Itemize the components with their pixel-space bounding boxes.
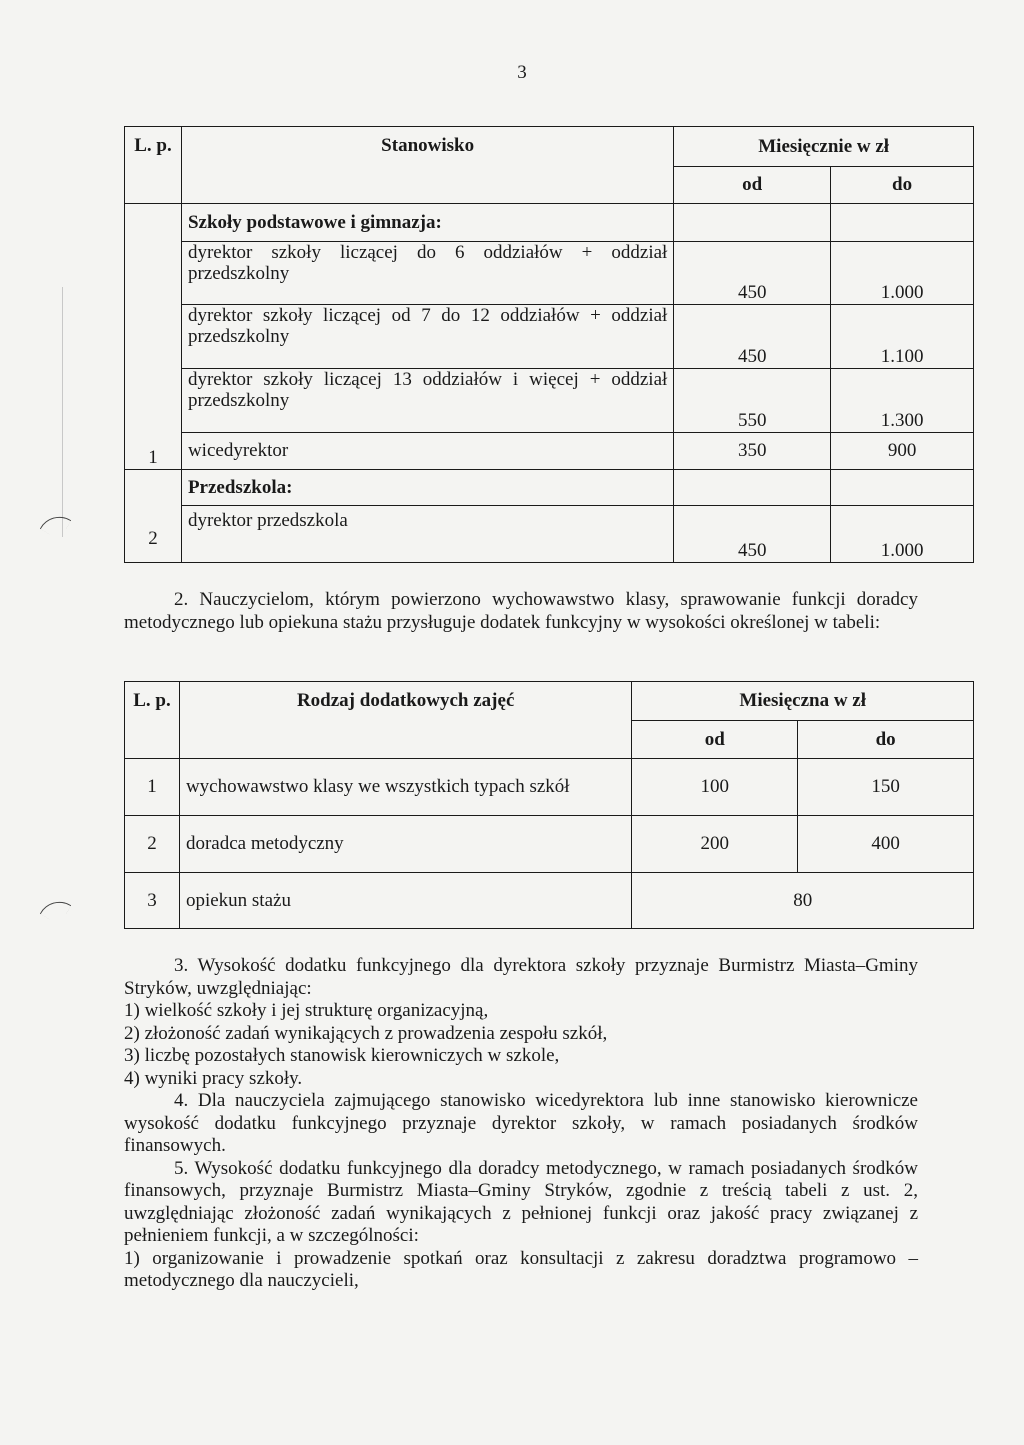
list-item: 1) organizowanie i prowadzenie spotkań oraz konsultacji z zakresu doradztwa programowo – metodycznego dla nauczycieli,: [124, 1247, 918, 1291]
header-do: do: [831, 167, 974, 204]
list-item: 4) wyniki pracy szkoły.: [124, 1067, 303, 1089]
section2-lp: 2: [125, 470, 182, 563]
row-desc: opiekun stażu: [179, 873, 631, 929]
row-value: 80: [632, 873, 974, 929]
punch-hole-mark: [40, 509, 71, 540]
paragraph-3-intro: 3. Wysokość dodatku funkcyjnego dla dyrektora szkoły przyznaje Burmistrz Miasta–Gminy Stryków, uwzględniając:: [124, 955, 918, 999]
header-stanowisko: Stanowisko: [181, 127, 673, 204]
row-desc: wicedyrektor: [181, 433, 673, 470]
row-desc: doradca metodyczny: [179, 816, 631, 873]
table-row: [125, 506, 974, 563]
row-od: 350: [674, 433, 831, 470]
row-lp: 2: [125, 816, 180, 873]
table-row: [125, 433, 974, 470]
row-od: 450: [674, 305, 831, 369]
header-od: od: [674, 167, 831, 204]
paragraph-5: 5. Wysokość dodatku funkcyjnego dla doradcy metodycznego, w ramach posiadanych środków finansowych, przyznaje Burmistrz Miasta–Gminy Stryków, zgodnie z treścią tabeli z ust. 2, uwzględniając złożoność zadań wynikających z pełnionej funkcji oraz jakość pracy związanej z pełnieniem funkcji, a w szczególności:: [124, 1157, 918, 1246]
row-od: 550: [674, 369, 831, 433]
row-do: 1.000: [831, 242, 974, 305]
margin-line: [62, 287, 63, 537]
header-miesiecznie: Miesięcznie w zł: [674, 127, 974, 167]
row-do: 1.300: [831, 369, 974, 433]
row-do: 150: [798, 759, 974, 816]
header-lp: L. p.: [125, 127, 182, 204]
row-desc: dyrektor szkoły liczącej do 6 oddziałów + oddział przedszkolny: [181, 242, 673, 305]
list-item: 3) liczbę pozostałych stanowisk kierowniczych w szkole,: [124, 1045, 560, 1066]
header-od: od: [632, 721, 798, 759]
table-row: [125, 242, 974, 305]
header-do: do: [798, 721, 974, 759]
list-item: 1) wielkość szkoły i jej strukturę organizacyjną,: [124, 1000, 489, 1021]
row-do: 1.100: [831, 305, 974, 369]
header-miesieczna: Miesięczna w zł: [632, 682, 974, 721]
dodatki-table: [124, 681, 974, 929]
row-od: 450: [674, 242, 831, 305]
row-do: 900: [831, 433, 974, 470]
row-od: 100: [632, 759, 798, 816]
table-row: [125, 759, 974, 816]
section2-title: Przedszkola:: [181, 470, 673, 506]
header-lp: L. p.: [125, 682, 180, 759]
row-desc: dyrektor szkoły liczącej od 7 do 12 oddziałów + oddział przedszkolny: [181, 305, 673, 369]
body-text: [124, 955, 918, 1293]
section1-title: Szkoły podstawowe i gimnazja:: [181, 204, 673, 242]
table-row: [125, 305, 974, 369]
punch-hole-mark: [40, 894, 71, 925]
row-do: 1.000: [831, 506, 974, 563]
row-od: 200: [632, 816, 798, 873]
row-lp: 3: [125, 873, 180, 929]
row-lp: 1: [125, 759, 180, 816]
table-row: [125, 369, 974, 433]
paragraph-2: 2. Nauczycielom, którym powierzono wychowawstwo klasy, sprawowanie funkcji doradcy metodycznego lub opiekuna stażu przysługuje dodatek funkcyjny w wysokości określonej w tabeli:: [124, 589, 918, 633]
table-row: [125, 816, 974, 873]
header-rodzaj: Rodzaj dodatkowych zajęć: [179, 682, 631, 759]
row-desc: dyrektor przedszkola: [181, 506, 673, 563]
stanowiska-table: [124, 126, 974, 563]
row-desc: dyrektor szkoły liczącej 13 oddziałów i więcej + oddział przedszkolny: [181, 369, 673, 433]
section1-lp: 1: [125, 204, 182, 470]
page-number: 3: [517, 62, 527, 83]
row-od: 450: [674, 506, 831, 563]
table-row: [125, 873, 974, 929]
paragraph-4: 4. Dla nauczyciela zajmującego stanowisko wicedyrektora lub inne stanowisko kierownicze wysokość dodatku funkcyjnego przyznaje dyrektor szkoły, w ramach posiadanych środków finansowych.: [124, 1090, 918, 1156]
row-desc: wychowawstwo klasy we wszystkich typach szkół: [179, 759, 631, 816]
row-do: 400: [798, 816, 974, 873]
list-item: 2) złożoność zadań wynikających z prowadzenia zespołu szkół,: [124, 1022, 608, 1044]
